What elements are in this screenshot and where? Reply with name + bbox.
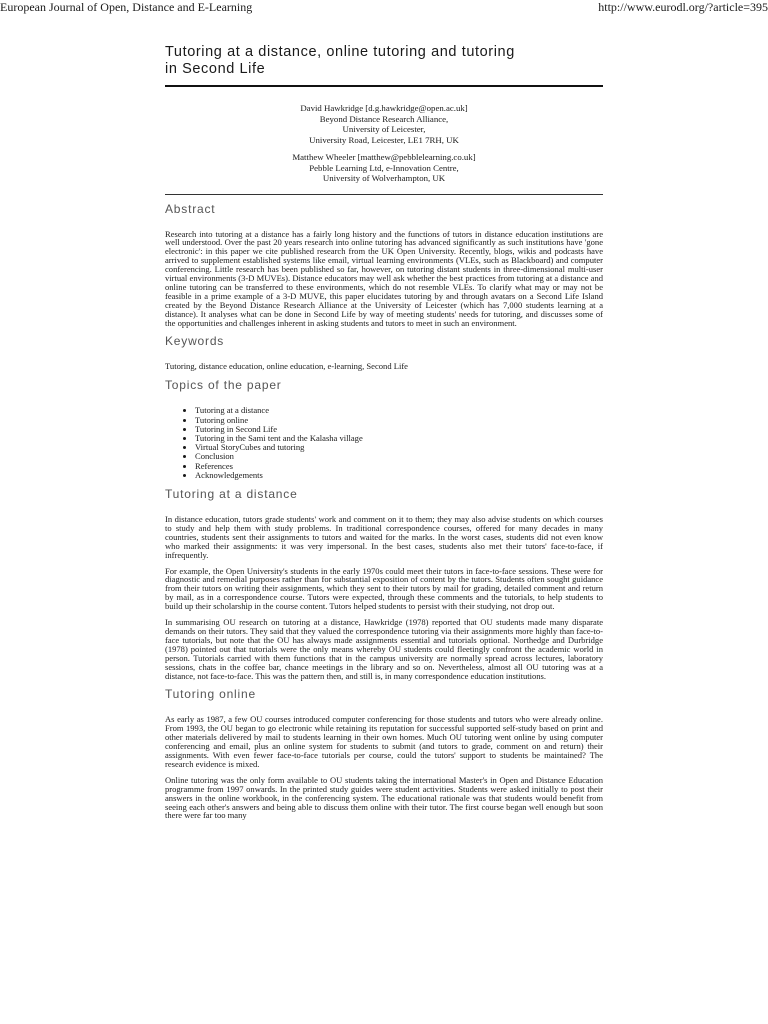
keywords-heading: Keywords [165,334,225,349]
author-info [165,103,603,184]
list-item: • Tutoring in Second Life [195,425,603,434]
list-item: • Virtual StoryCubes and tutoring [195,443,603,452]
article-url[interactable]: http://www.eurodl.org/?article=395 [598,0,768,14]
paragraph: Online tutoring was the only form available to OU students taking the international Master's in Open and Distance Education programme from 1997 onwards. In the printed study guides were student activities. Students were asked initially to post their answers in the online workbook, in the conferencing system. The educational rationale was that students would benefit from seeing each other's answers and being able to discuss them online with their tutor. The first course began well enough but soon there were far too many [165,774,603,821]
list-item: • Tutoring online [195,416,603,425]
paragraph: In summarising OU research on tutoring at a distance, Hawkridge (1978) reported that OU students made many disparate demands on their tutors. They said that they valued the correspondence tutoring via their assignments more highly than face-to-face tutorials, but note that the OU has always made assignments essential and tutorials optional. Northedge and Durbridge (1978) pointed out that tutorials were the only means whereby OU students could fleetingly confront the academic world in person. Tutorials carried with them functions that in the campus university are normally spread across lectures, laboratory sessions, chats in the coffee bar, chance meetings in the library and so on. Nevertheless, almost all OU tutoring was at a distance, not face-to-face. This was the pattern then, and still is, in many correspondence education institutions. [165,617,603,681]
author-block-wheeler [165,152,603,184]
divider [165,194,603,195]
author-line: Pebble Learning Ltd, e-Innovation Centre, [309,162,459,173]
keywords-text: Tutoring, distance education, online education, e-learning, Second Life [165,361,408,372]
list-item: • Conclusion [195,452,603,461]
paragraph: For example, the Open University's students in the early 1970s could meet their tutors in face-to-face sessions. These were for diagnostic and remedial purposes rather than for substantial exposition of content by the tutors. Students often sought guidance from their tutors on writing their assignments, which they sent to their tutors by mail for grading, detailed comment and return by mail, as in a correspondence course. Tutors were expected, through these comments and the tutorials, to help students to build up their scholarship in the course content. Tutors helped students to persist with their studying, not drop out. [165,565,603,612]
author-line: David Hawkridge [d.g.hawkridge@open.ac.uk] [300,103,468,113]
list-item: • Tutoring in the Sami tent and the Kalasha village [195,434,603,443]
title-line: in Second Life [165,61,266,77]
title-line: Tutoring at a distance, online tutoring and tutoring [165,44,515,60]
author-block-hawkridge [165,103,603,145]
abstract-text: Research into tutoring at a distance has a fairly long history and the functions of tutors in distance education institutions are well understood. Over the past 20 years research into online tutoring has advanced significantly as such institutions have 'gone electronic': in this paper we cite published research from the UK Open University. Recently, blogs, wikis and podcasts have arrived to supplement established systems like email, virtual learning environments (VLEs, such as Blackboard) and computer conferencing. Little research has been published so far, however, on tutoring distant students in three-dimensional multi-user virtual environments (3-D MUVEs). Distance educators may well ask whether the best practices from tutoring at a distance and online tutoring can be transferred to these environments, which do not resemble VLEs. To clarify what may or may not be feasible in a prime example of a 3-D MUVE, this paper elucidates tutoring by and through avatars on a Second Life Island created by the Beyond Distance Research Alliance at the University of Leicester (which has 7,000 students learning at a distance). It analyses what can be done in Second Life by way of meeting students' needs for tutoring, and discusses some of the opportunities and challenges inherent in asking students and tutors to meet in such an environment. [165,228,603,328]
paragraph: In distance education, tutors grade students' work and comment on it to them; they may also advise students on which courses to study and help them with study problems. In traditional correspondence courses, offered for many decades in many countries, students sent their assignments to tutors and waited for the marks. In the worst cases, students did not even know who marked their assignments: it was very impersonal. In the best cases, students also met their tutors' face-to-face, if infrequently. [165,514,603,560]
author-line: Beyond Distance Research Alliance, [319,113,449,124]
list-item: • Tutoring at a distance [195,406,603,415]
author-line: University Road, Leicester, LE1 7RH, UK [309,134,459,145]
topics-heading: Topics of the paper [165,378,282,393]
paper-title [165,44,603,87]
abstract-heading: Abstract [165,201,216,216]
paper-page [165,44,603,827]
tutoring-online-heading: Tutoring online [165,687,256,702]
journal-name: European Journal of Open, Distance and E-Learning [0,0,253,14]
topics-list [165,406,603,480]
tutoring-distance-heading: Tutoring at a distance [165,487,298,501]
list-item: • References [195,462,603,471]
author-line: University of Leicester, [342,124,426,134]
running-header [0,0,768,16]
list-item: • Acknowledgements [195,471,603,480]
author-line: Matthew Wheeler [matthew@pebblelearning.co.uk] [292,152,476,162]
paragraph: As early as 1987, a few OU courses introduced computer conferencing for those students and tutors who were already online. From 1993, the OU began to go electronic while retaining its reputation for successful supported self-study based on print and other materials delivered by mail to students learning in their own homes. Much OU tutoring went online by using computer conferencing and email, plus an online system for students to submit (and tutors to grade, comment on and return) their assignments. With even fewer face-to-face tutorials per course, could the tutors' support to students be maintained? The research evidence is mixed. [165,714,603,769]
author-line: University of Wolverhampton, UK [322,173,446,183]
